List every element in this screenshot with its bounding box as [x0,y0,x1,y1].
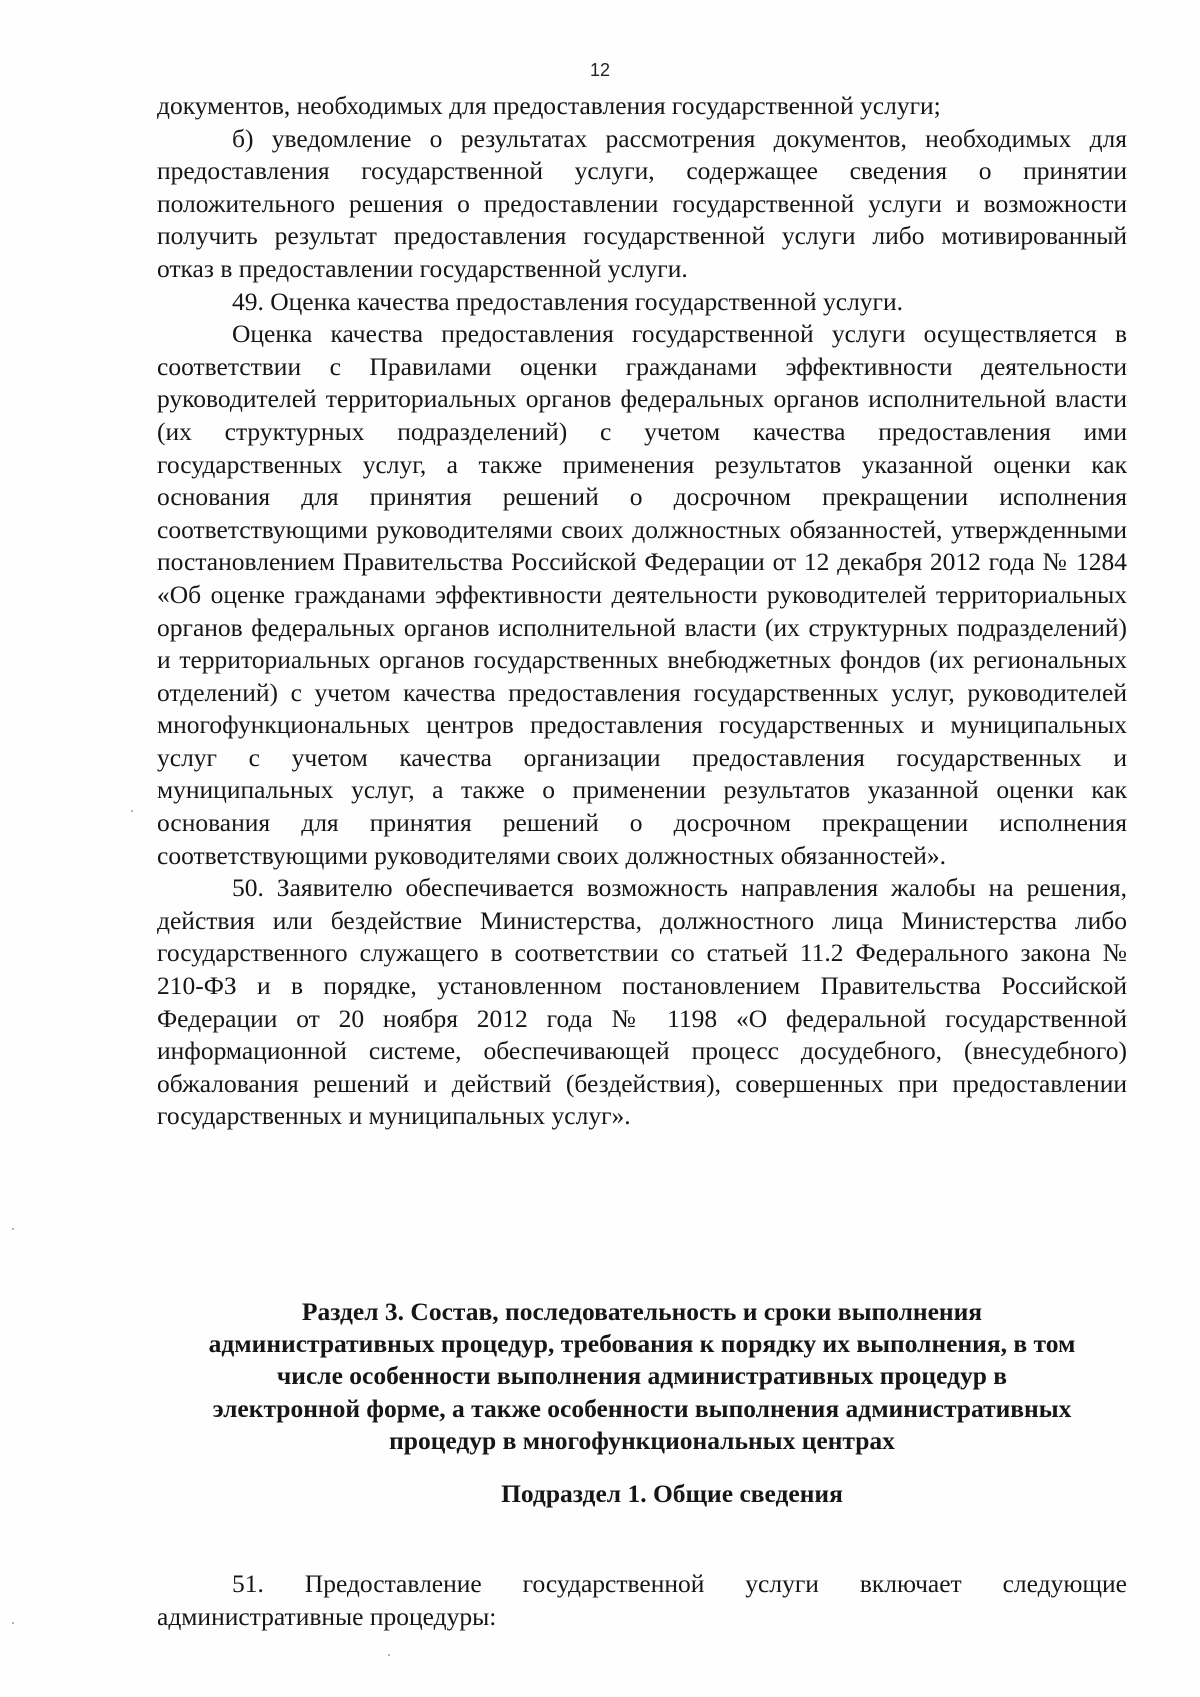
scan-speck [388,1654,390,1656]
paragraph-50-complaint: 50. Заявителю обеспечивается возможность направления жалобы на решения, действия или бездействие Министерства, должностного лица Министерства либо государственного служащего в соответствии со статьей 11.2 Федерального закона № 210-ФЗ и в порядке, установленном постановлением Правительства Российской Федерации от 20 ноября 2012 года № 1198 «О федеральной государственной информационной системе, обеспечивающей процесс досудебного, (внесудебного) обжалования решений и действий (бездействия), совершенных при предоставлении государственных и муниципальных услуг». [157,873,1127,1131]
section-heading-line: Раздел 3. Состав, последовательность и сроки выполнения [301,1297,983,1326]
paragraph-51-procedures: 51. Предоставление государственной услуги включает следующие административные процедуры: [157,1569,1127,1631]
section-heading-line: числе особенности выполнения административных процедур в [276,1361,1008,1391]
subsection-1-heading: Подраздел 1. Общие сведения [501,1479,843,1508]
paragraph-notification-b: б) уведомление о результатах рассмотрения документов, необходимых для предоставления государственной услуги, содержащее сведения о принятии положительного решения о предоставлении государственной услуги и возможности получить результат предоставления государственной услуги либо мотивированный отказ в предоставлении государственной услуги. [157,123,1127,283]
body-text-final [157,1567,1127,1633]
scan-speck [131,810,133,812]
body-text [157,90,1127,1133]
scan-speck [12,1622,14,1624]
section-heading-line: административных процедур, требования к порядку их выполнения, в том [208,1329,1076,1359]
scan-speck [12,1228,14,1230]
section-heading-line: электронной форме, а также особенности выполнения административных [212,1393,1072,1423]
section-heading-line: процедур в многофункциональных центрах [389,1425,895,1455]
section-3-heading [157,1296,1127,1457]
paragraph-continuation: документов, необходимых для предоставления государственной услуги; [157,91,941,120]
paragraph-quality-assessment: Оценка качества предоставления государственной услуги осуществляется в соответствии с Правилами оценки гражданами эффективности деятельности руководителей территориальных органов федеральных органов исполнительной власти (их структурных подразделений) с учетом качества предоставления ими государственных услуг, а также применения результатов указанной оценки как основания для принятия решений о досрочном прекращении исполнения соответствующими руководителями своих должностных обязанностей, утвержденными постановлением Правительства Российской Федерации от 12 декабря 2012 года № 1284 «Об оценке гражданами эффективности деятельности руководителей территориальных органов федеральных органов исполнительной власти (их структурных подразделений) и территориальных органов государственных внебюджетных фондов (их региональных отделений) с учетом качества предоставления государственных услуг, руководителей многофункциональных центров предоставления государственных и муниципальных услуг с учетом качества организации предоставления государственных и муниципальных услуг, а также о применении результатов указанной оценки как основания для принятия решений о досрочном прекращении исполнения соответствующими руководителями своих должностных обязанностей». [157,319,1127,870]
page-number: 12 [589,60,611,80]
paragraph-49-title: 49. Оценка качества предоставления государственной услуги. [232,286,904,316]
